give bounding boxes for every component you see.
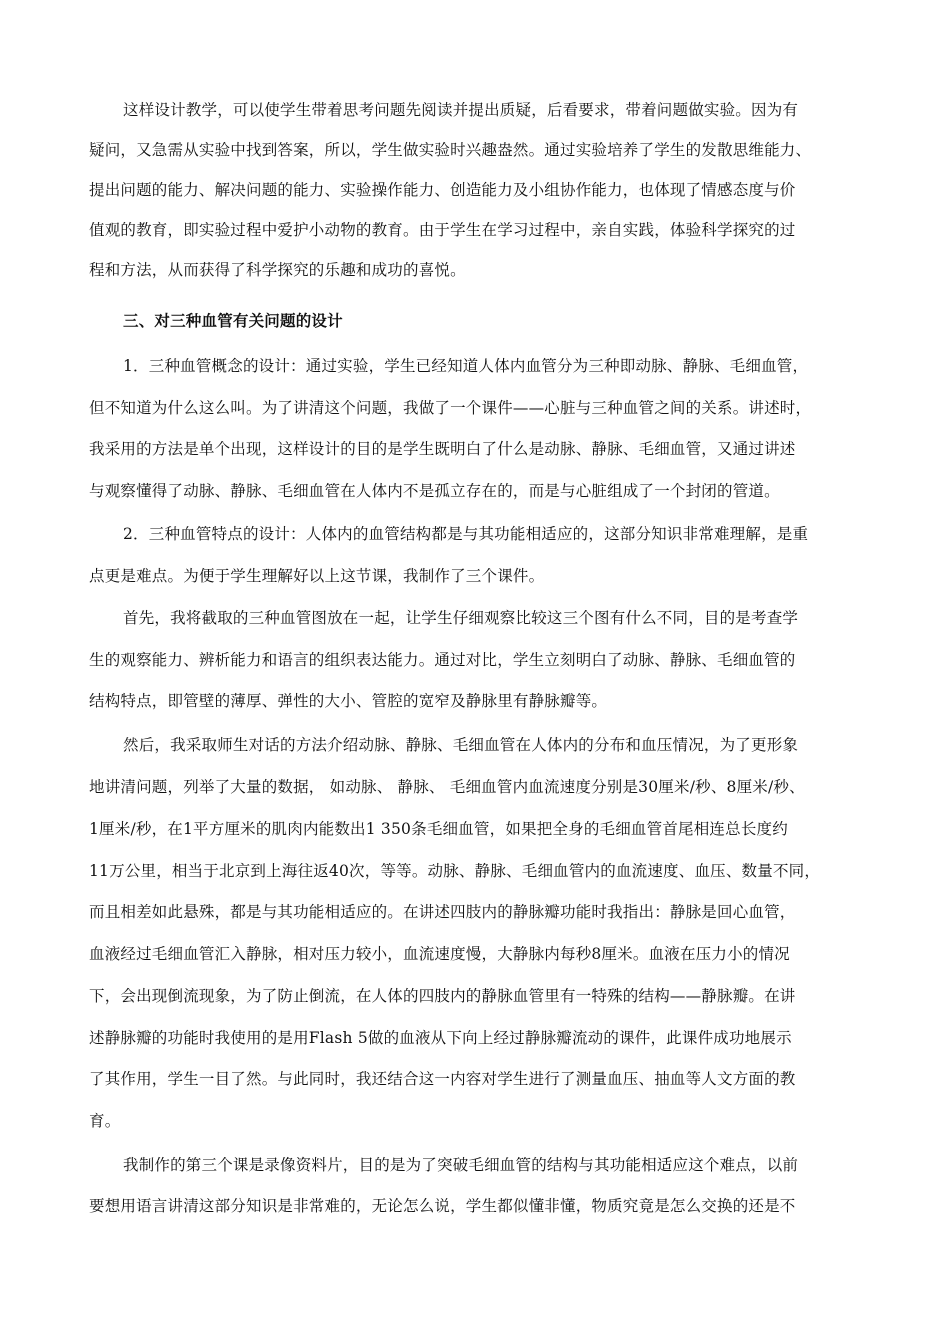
text-line: 1厘米/秒，在1平方厘米的肌肉内能数出1 350条毛细血管，如果把全身的毛细血管首尾相连总长度约 xyxy=(89,820,788,838)
text-line: 这样设计教学，可以使学生带着思考问题先阅读并提出质疑，后看要求，带着问题做实验。因为有 xyxy=(123,101,799,119)
text-line: 生的观察能力、辨析能力和语言的组织表达能力。通过对比，学生立刻明白了动脉、静脉、毛细血管的 xyxy=(89,651,796,669)
text-line: 2．三种血管特点的设计：人体内的血管结构都是与其功能相适应的，这部分知识非常难理解，是重 xyxy=(123,525,809,543)
text-line: 提出问题的能力、解决问题的能力、实验操作能力、创造能力及小组协作能力，也体现了情感态度与价 xyxy=(89,181,796,199)
text-line: 点更是难点。为便于学生理解好以上这节课，我制作了三个课件。 xyxy=(89,567,545,585)
text-line: 要想用语言讲清这部分知识是非常难的，无论怎么说，学生都似懂非懂，物质究竟是怎么交换的还是不 xyxy=(89,1197,796,1215)
text-line: 结构特点，即管壁的薄厚、弹性的大小、管腔的宽窄及静脉里有静脉瓣等。 xyxy=(89,692,608,710)
text-line: 而且相差如此悬殊，都是与其功能相适应的。在讲述四肢内的静脉瓣功能时我指出：静脉是回心血管， xyxy=(89,903,796,921)
text-line: 程和方法，从而获得了科学探究的乐趣和成功的喜悦。 xyxy=(89,261,466,279)
text-line: 1．三种血管概念的设计：通过实验，学生已经知道人体内血管分为三种即动脉、静脉、毛细血管， xyxy=(123,357,809,375)
text-line: 但不知道为什么这么叫。为了讲清这个问题，我做了一个课件——心脏与三种血管之间的关系。讲述时， xyxy=(89,399,812,417)
text-line: 然后，我采取师生对话的方法介绍动脉、静脉、毛细血管在人体内的分布和血压情况，为了更形象 xyxy=(123,736,799,754)
text-line: 下，会出现倒流现象，为了防止倒流，在人体的四肢内的静脉血管里有一特殊的结构——静脉瓣。在讲 xyxy=(89,987,796,1005)
text-line: 了其作用，学生一目了然。与此同时，我还结合这一内容对学生进行了测量血压、抽血等人文方面的教 xyxy=(89,1070,796,1088)
text-line: 我制作的第三个课是录像资料片，目的是为了突破毛细血管的结构与其功能相适应这个难点，以前 xyxy=(123,1156,799,1174)
text-line: 首先，我将截取的三种血管图放在一起，让学生仔细观察比较这三个图有什么不同，目的是考查学 xyxy=(123,609,799,627)
text-line: 地讲清问题，列举了大量的数据， 如动脉、 静脉、 毛细血管内血流速度分别是30厘米/秒、8厘米/秒、 xyxy=(89,778,805,796)
text-line: 血液经过毛细血管汇入静脉，相对压力较小，血流速度慢，大静脉内每秒8厘米。血液在压力小的情况 xyxy=(89,945,790,963)
section-heading: 三、对三种血管有关问题的设计 xyxy=(123,311,343,330)
text-line: 疑问，又急需从实验中找到答案，所以，学生做实验时兴趣盎然。通过实验培养了学生的发散思维能力、 xyxy=(89,141,812,159)
text-line: 11万公里，相当于北京到上海往返40次，等等。动脉、静脉、毛细血管内的血流速度、血压、数量不同， xyxy=(89,862,821,880)
text-line: 与观察懂得了动脉、静脉、毛细血管在人体内不是孤立存在的，而是与心脏组成了一个封闭的管道。 xyxy=(89,482,780,500)
text-line: 我采用的方法是单个出现，这样设计的目的是学生既明白了什么是动脉、静脉、毛细血管，又通过讲述 xyxy=(89,440,796,458)
text-line: 值观的教育，即实验过程中爱护小动物的教育。由于学生在学习过程中，亲自实践，体验科学探究的过 xyxy=(89,221,796,239)
text-line: 述静脉瓣的功能时我使用的是用Flash 5做的血液从下向上经过静脉瓣流动的课件，此课件成功地展示 xyxy=(89,1029,792,1047)
text-line: 育。 xyxy=(89,1112,121,1130)
